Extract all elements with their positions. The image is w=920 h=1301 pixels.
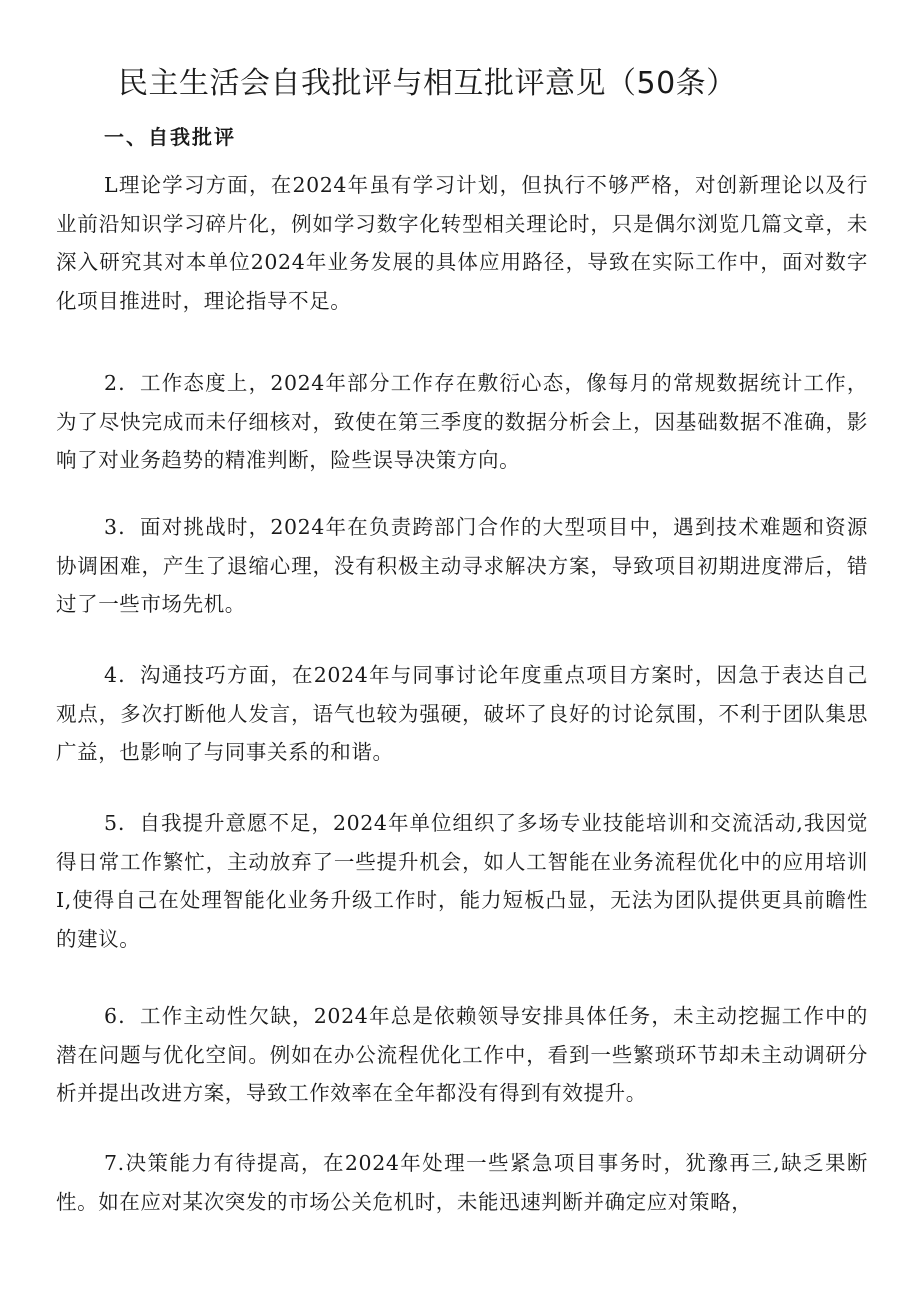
paragraph-5: 5．自我提升意愿不足，2024年单位组织了多场专业技能培训和交流活动,我因觉得日常工作繁忙，主动放弃了一些提升机会，如人工智能在业务流程优化中的应用培训I,使得自己在处理智能化业务升级工作时，能力短板凸显，无法为团队提供更具前瞻性的建议。: [56, 811, 868, 951]
paragraph-3: 3．面对挑战时，2024年在负责跨部门合作的大型项目中，遇到技术难题和资源协调困难，产生了退缩心理，没有积极主动寻求解决方案，导致项目初期进度滞后，错过了一些市场先机。: [56, 515, 868, 616]
paragraph-6: 6．工作主动性欠缺，2024年总是依赖领导安排具体任务，未主动挖掘工作中的潜在问题与优化空间。例如在办公流程优化工作中，看到一些繁琐环节却未主动调研分析并提出改进方案，导致工作效率在全年都没有得到有效提升。: [56, 1004, 868, 1105]
paragraph-4: 4．沟通技巧方面，在2024年与同事讨论年度重点项目方案时，因急于表达自己观点，多次打断他人发言，语气也较为强硬，破坏了良好的讨论氛围，不利于团队集思广益，也影响了与同事关系的和谐。: [56, 663, 868, 764]
document-title: 民主生活会自我批评与相互批评意见（50条）: [118, 66, 737, 101]
paragraph-7: 7.决策能力有待提高，在2024年处理一些紧急项目事务时，犹豫再三,缺乏果断性。如在应对某次突发的市场公关危机时，未能迅速判断并确定应对策略，: [56, 1151, 868, 1214]
paragraph-2: 2．工作态度上，2024年部分工作存在敷衍心态，像每月的常规数据统计工作，为了尽快完成而未仔细核对，致使在第三季度的数据分析会上，因基础数据不准确，影响了对业务趋势的精准判断，险些误导决策方向。: [56, 371, 868, 472]
section-heading: 一、自我批评: [104, 125, 236, 149]
paragraph-1: L理论学习方面，在2024年虽有学习计划，但执行不够严格，对创新理论以及行业前沿知识学习碎片化，例如学习数字化转型相关理论时，只是偶尔浏览几篇文章，未深入研究其对本单位2024年业务发展的具体应用路径，导致在实际工作中，面对数字化项目推进时，理论指导不足。: [56, 173, 868, 313]
